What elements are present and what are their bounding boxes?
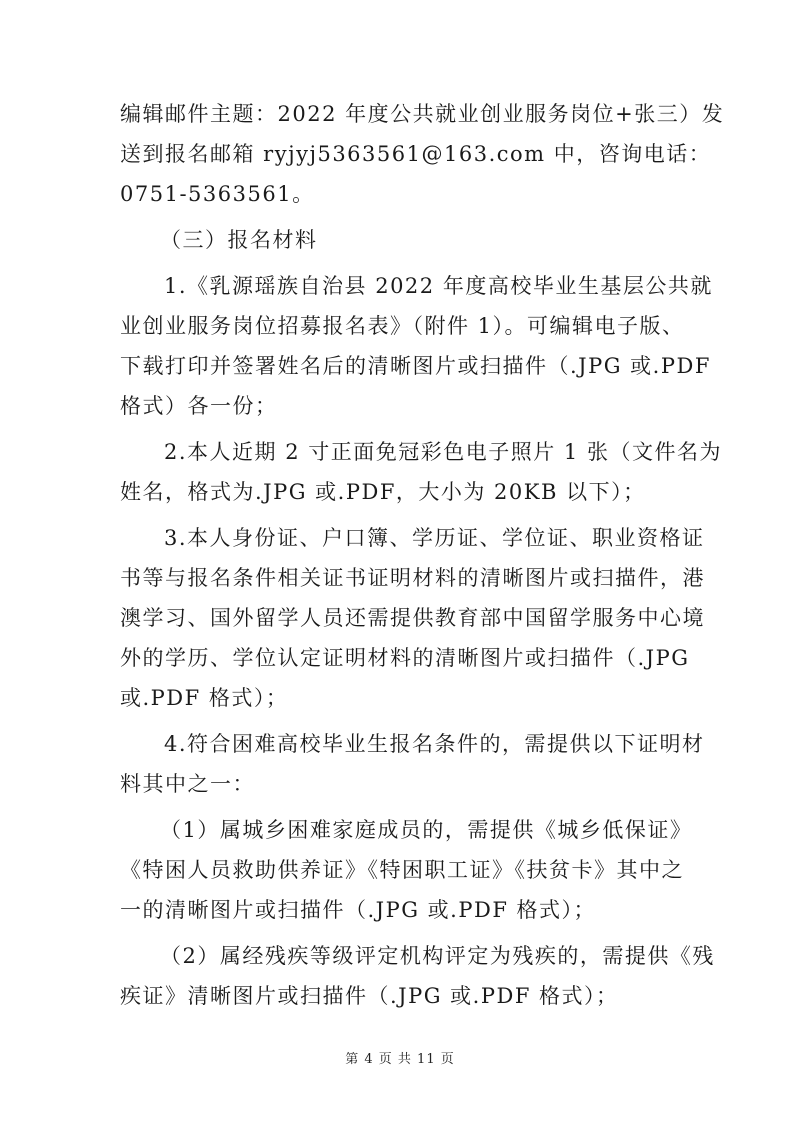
text-line: 一的清晰图片或扫描件（.JPG 或.PDF 格式）； bbox=[120, 898, 597, 922]
text-line: 疾证》清晰图片或扫描件（.JPG 或.PDF 格式）； bbox=[120, 984, 619, 1008]
text-line: 4.符合困难高校毕业生报名条件的，需提供以下证明材 bbox=[164, 732, 705, 756]
document-body bbox=[120, 94, 725, 1022]
paragraph-subitem-1 bbox=[120, 810, 693, 930]
text-line: 下载打印并签署姓名后的清晰图片或扫描件（.JPG 或.PDF bbox=[120, 354, 711, 378]
text-line: 姓名，格式为.JPG 或.PDF，大小为 20KB 以下）； bbox=[120, 480, 646, 504]
paragraph-email-instructions bbox=[120, 94, 725, 214]
text-line: 或.PDF 格式）； bbox=[120, 686, 289, 710]
text-line: 料其中之一： bbox=[120, 772, 255, 796]
paragraph-subitem-2 bbox=[120, 936, 715, 1016]
text-line: 格式）各一份； bbox=[120, 394, 278, 418]
text-line: 送到报名邮箱 ryjyj5363561@163.com 中，咨询电话： bbox=[120, 142, 712, 166]
paragraph-item-3 bbox=[120, 518, 705, 718]
text-line: 澳学习、国外留学人员还需提供教育部中国留学服务中心境 bbox=[120, 606, 705, 630]
text-line: 业创业服务岗位招募报名表》（附件 1）。可编辑电子版、 bbox=[120, 314, 685, 338]
text-line: 1.《乳源瑶族自治县 2022 年度高校毕业生基层公共就 bbox=[164, 274, 713, 298]
text-line: 3.本人身份证、户口簿、学历证、学位证、职业资格证 bbox=[164, 526, 705, 550]
heading-text: （三）报名材料 bbox=[160, 228, 318, 252]
paragraph-item-2 bbox=[120, 432, 722, 512]
section-heading bbox=[120, 220, 688, 260]
paragraph-item-1 bbox=[120, 266, 713, 426]
page-number-footer: 第 4 页 共 11 页 bbox=[345, 1052, 455, 1067]
text-line: 书等与报名条件相关证书证明材料的清晰图片或扫描件，港 bbox=[120, 566, 705, 590]
text-line: 《特困人员救助供养证》《特困职工证》《扶贫卡》其中之 bbox=[120, 858, 684, 882]
text-line: 外的学历、学位认定证明材料的清晰图片或扫描件（.JPG bbox=[120, 646, 690, 670]
text-line: （2）属经残疾等级评定机构评定为残疾的，需提供《残 bbox=[160, 944, 715, 968]
text-line: 2.本人近期 2 寸正面免冠彩色电子照片 1 张（文件名为 bbox=[164, 440, 722, 464]
text-line: 0751-5363561。 bbox=[120, 182, 315, 206]
text-line: （1）属城乡困难家庭成员的，需提供《城乡低保证》 bbox=[160, 818, 693, 842]
text-line: 编辑邮件主题：2022 年度公共就业创业服务岗位+张三）发 bbox=[120, 102, 725, 126]
paragraph-item-4 bbox=[120, 724, 705, 804]
